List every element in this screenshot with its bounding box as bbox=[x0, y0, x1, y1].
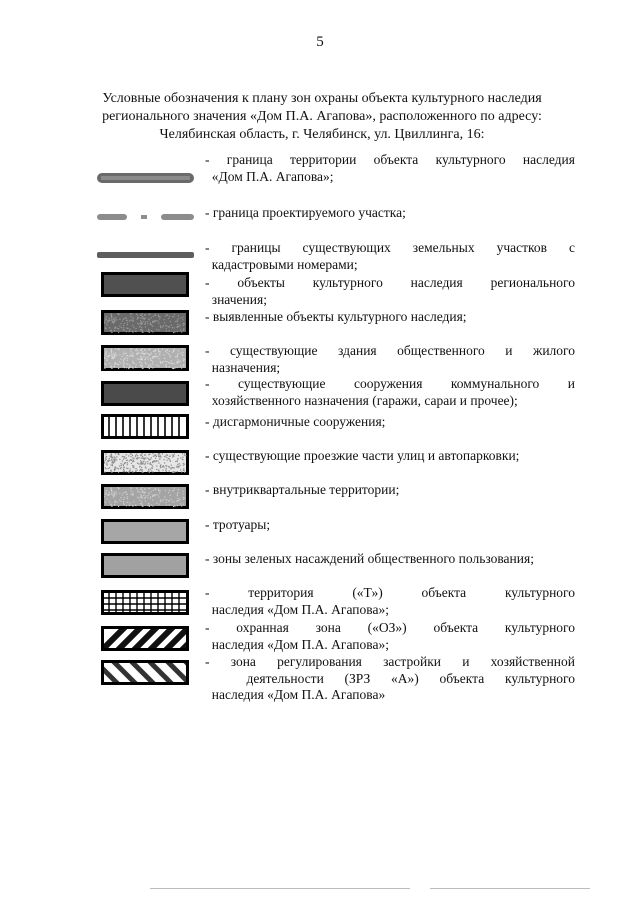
zone-zrz-label: наследия «Дом П.А. Агапова» bbox=[205, 687, 386, 702]
roads-label: - существующие проезжие части улиц и автопарковки; bbox=[205, 448, 520, 463]
boundary-cadastral-label: - границы существующих земельных участков с bbox=[205, 240, 575, 255]
buildings-public-swatch bbox=[101, 345, 189, 371]
zone-zrz-label: - зона регулирования застройки и хозяйственной bbox=[205, 654, 575, 669]
sidewalks-swatch bbox=[101, 519, 189, 544]
boundary-heritage-swatch bbox=[97, 171, 194, 185]
boundary-project-swatch bbox=[97, 209, 194, 219]
footer-rule bbox=[150, 888, 410, 889]
boundary-project-label: - граница проектируемого участка; bbox=[205, 205, 406, 220]
boundary-heritage-label: «Дом П.А. Агапова»; bbox=[205, 168, 334, 184]
roads-swatch bbox=[101, 450, 189, 475]
boundary-cadastral-swatch bbox=[97, 245, 194, 251]
zone-t-swatch bbox=[101, 590, 189, 615]
intrablock-label: - внутриквартальные территории; bbox=[205, 482, 400, 497]
sidewalks-label: - тротуары; bbox=[205, 517, 271, 532]
buildings-public-label: назначения; bbox=[205, 359, 281, 375]
heritage-identified-label: - выявленные объекты культурного наследия; bbox=[205, 309, 467, 324]
heritage-regional-swatch bbox=[101, 272, 189, 297]
disharmonic-label: - дисгармоничные сооружения; bbox=[205, 414, 386, 429]
zone-t-label: наследия «Дом П.А. Агапова»; bbox=[205, 601, 389, 617]
zone-oz-label: наследия «Дом П.А. Агапова»; bbox=[205, 636, 389, 652]
heading-line: Челябинская область, г. Челябинск, ул. Цвиллинга, 16: bbox=[159, 127, 485, 142]
zone-zrz-label: деятельности (ЗРЗ «А») объекта культурного bbox=[205, 670, 575, 686]
page-number: 5 bbox=[316, 34, 324, 50]
heading-line: регионального значения «Дом П.А. Агапова», расположенного по адресу: bbox=[102, 109, 542, 124]
heritage-regional-label: - объекты культурного наследия регионального bbox=[205, 275, 575, 290]
boundary-heritage-label: - граница территории объекта культурного наследия bbox=[205, 152, 575, 167]
zone-zrz-swatch bbox=[101, 660, 189, 685]
heritage-regional-label: значения; bbox=[205, 291, 267, 307]
footer-rule bbox=[430, 888, 590, 889]
disharmonic-swatch bbox=[101, 414, 189, 439]
buildings-public-label: - существующие здания общественного и жилого bbox=[205, 343, 575, 358]
zone-oz-label: - охранная зона («ОЗ») объекта культурного bbox=[205, 620, 575, 635]
structures-utility-label: хозяйственного назначения (гаражи, сараи и прочее); bbox=[205, 392, 518, 408]
zone-t-label: - территория («Т») объекта культурного bbox=[205, 585, 575, 600]
green-zones-swatch bbox=[101, 553, 189, 578]
green-zones-label: - зоны зеленых насаждений общественного пользования; bbox=[205, 551, 534, 566]
intrablock-swatch bbox=[101, 484, 189, 509]
boundary-cadastral-label: кадастровыми номерами; bbox=[205, 256, 358, 272]
zone-oz-swatch bbox=[101, 626, 189, 651]
heritage-identified-swatch bbox=[101, 310, 189, 335]
structures-utility-swatch bbox=[101, 381, 189, 406]
structures-utility-label: - существующие сооружения коммунального и bbox=[205, 376, 575, 391]
heading-line: Условные обозначения к плану зон охраны объекта культурного наследия bbox=[102, 91, 542, 106]
